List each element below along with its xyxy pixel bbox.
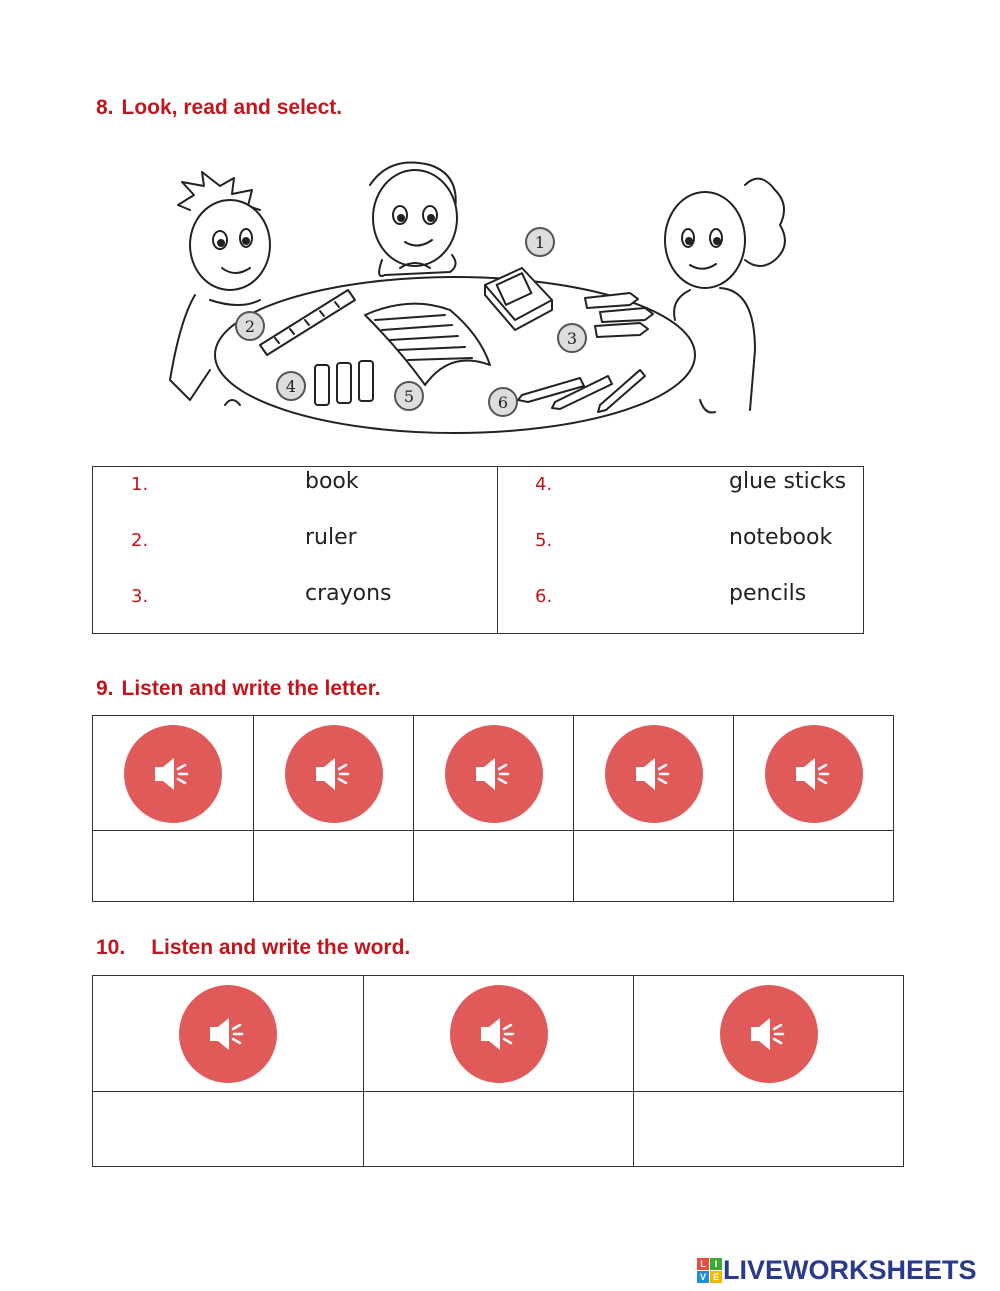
classroom-table-illustration [160, 150, 820, 445]
item-word[interactable]: crayons [305, 581, 392, 606]
speaker-icon [475, 1010, 523, 1058]
svg-text:2: 2 [244, 317, 256, 336]
picture-label-3 [558, 324, 586, 352]
speaker-icon [149, 750, 197, 798]
item-number: 4. [535, 474, 553, 495]
picture-label-4 [277, 372, 305, 400]
audio-cell-4 [573, 716, 733, 831]
item-number: 3. [131, 586, 149, 607]
item-number: 1. [131, 474, 149, 495]
exercise-10-title: Listen and write the word. [151, 936, 411, 959]
logo-block-letter: L [700, 1259, 706, 1269]
answer-input-2[interactable] [253, 831, 413, 901]
answer-input-1[interactable] [93, 831, 253, 901]
item-number: 5. [535, 530, 553, 551]
boy-middle-figure [370, 163, 457, 277]
table-divider [497, 467, 498, 633]
logo-block-letter: E [712, 1272, 720, 1282]
svg-text:6: 6 [497, 393, 509, 412]
item-word[interactable]: pencils [729, 581, 807, 606]
exercise-8-heading [96, 96, 342, 120]
exercise-10-number: 10. [96, 936, 126, 959]
speaker-icon [310, 750, 358, 798]
audio-cell-5 [733, 716, 893, 831]
logo-blocks-icon [697, 1258, 723, 1284]
vocabulary-select-table [92, 466, 864, 634]
play-audio-button-3[interactable] [445, 725, 543, 823]
play-audio-button-1[interactable] [179, 985, 277, 1083]
item-word[interactable]: book [305, 469, 359, 494]
picture-label-6 [489, 388, 517, 416]
play-audio-button-5[interactable] [765, 725, 863, 823]
item-word[interactable]: ruler [305, 525, 357, 550]
listen-letter-grid [92, 715, 894, 902]
answer-input-3[interactable] [633, 1092, 903, 1166]
play-audio-button-3[interactable] [720, 985, 818, 1083]
logo-block-letter: I [714, 1259, 718, 1269]
speaker-icon [790, 750, 838, 798]
play-audio-button-2[interactable] [450, 985, 548, 1083]
picture-label-1 [526, 228, 554, 256]
picture-label-2 [236, 312, 264, 340]
exercise-9-heading [96, 677, 381, 701]
speaker-icon [470, 750, 518, 798]
answer-input-2[interactable] [363, 1092, 633, 1166]
item-number: 6. [535, 586, 553, 607]
item-word[interactable]: notebook [729, 525, 833, 550]
logo-block-letter: V [699, 1272, 707, 1282]
listen-word-grid [92, 975, 904, 1167]
answer-input-5[interactable] [733, 831, 893, 901]
exercise-9-number: 9. [96, 677, 114, 700]
audio-cell-1 [93, 976, 363, 1092]
svg-text:1: 1 [534, 233, 546, 252]
audio-cell-2 [253, 716, 413, 831]
answer-input-4[interactable] [573, 831, 733, 901]
item-word[interactable]: glue sticks [729, 469, 847, 494]
exercise-9-title: Listen and write the letter. [121, 677, 381, 700]
speaker-icon [745, 1010, 793, 1058]
exercise-8-title: Look, read and select. [121, 96, 343, 119]
play-audio-button-1[interactable] [124, 725, 222, 823]
svg-text:5: 5 [403, 387, 415, 406]
play-audio-button-2[interactable] [285, 725, 383, 823]
audio-cell-3 [413, 716, 573, 831]
exercise-10-heading [96, 936, 410, 960]
svg-text:4: 4 [285, 377, 297, 396]
item-number: 2. [131, 530, 149, 551]
speaker-icon [630, 750, 678, 798]
svg-text:3: 3 [566, 329, 578, 348]
play-audio-button-4[interactable] [605, 725, 703, 823]
logo-text: LIVEWORKSHEETS [723, 1255, 977, 1285]
answer-input-3[interactable] [413, 831, 573, 901]
audio-cell-3 [633, 976, 903, 1092]
audio-cell-1 [93, 716, 253, 831]
glue-sticks-drawing [315, 361, 373, 405]
answer-input-1[interactable] [93, 1092, 363, 1166]
speaker-icon [204, 1010, 252, 1058]
audio-cell-2 [363, 976, 633, 1092]
picture-label-5 [395, 382, 423, 410]
exercise-8-number: 8. [96, 96, 114, 119]
